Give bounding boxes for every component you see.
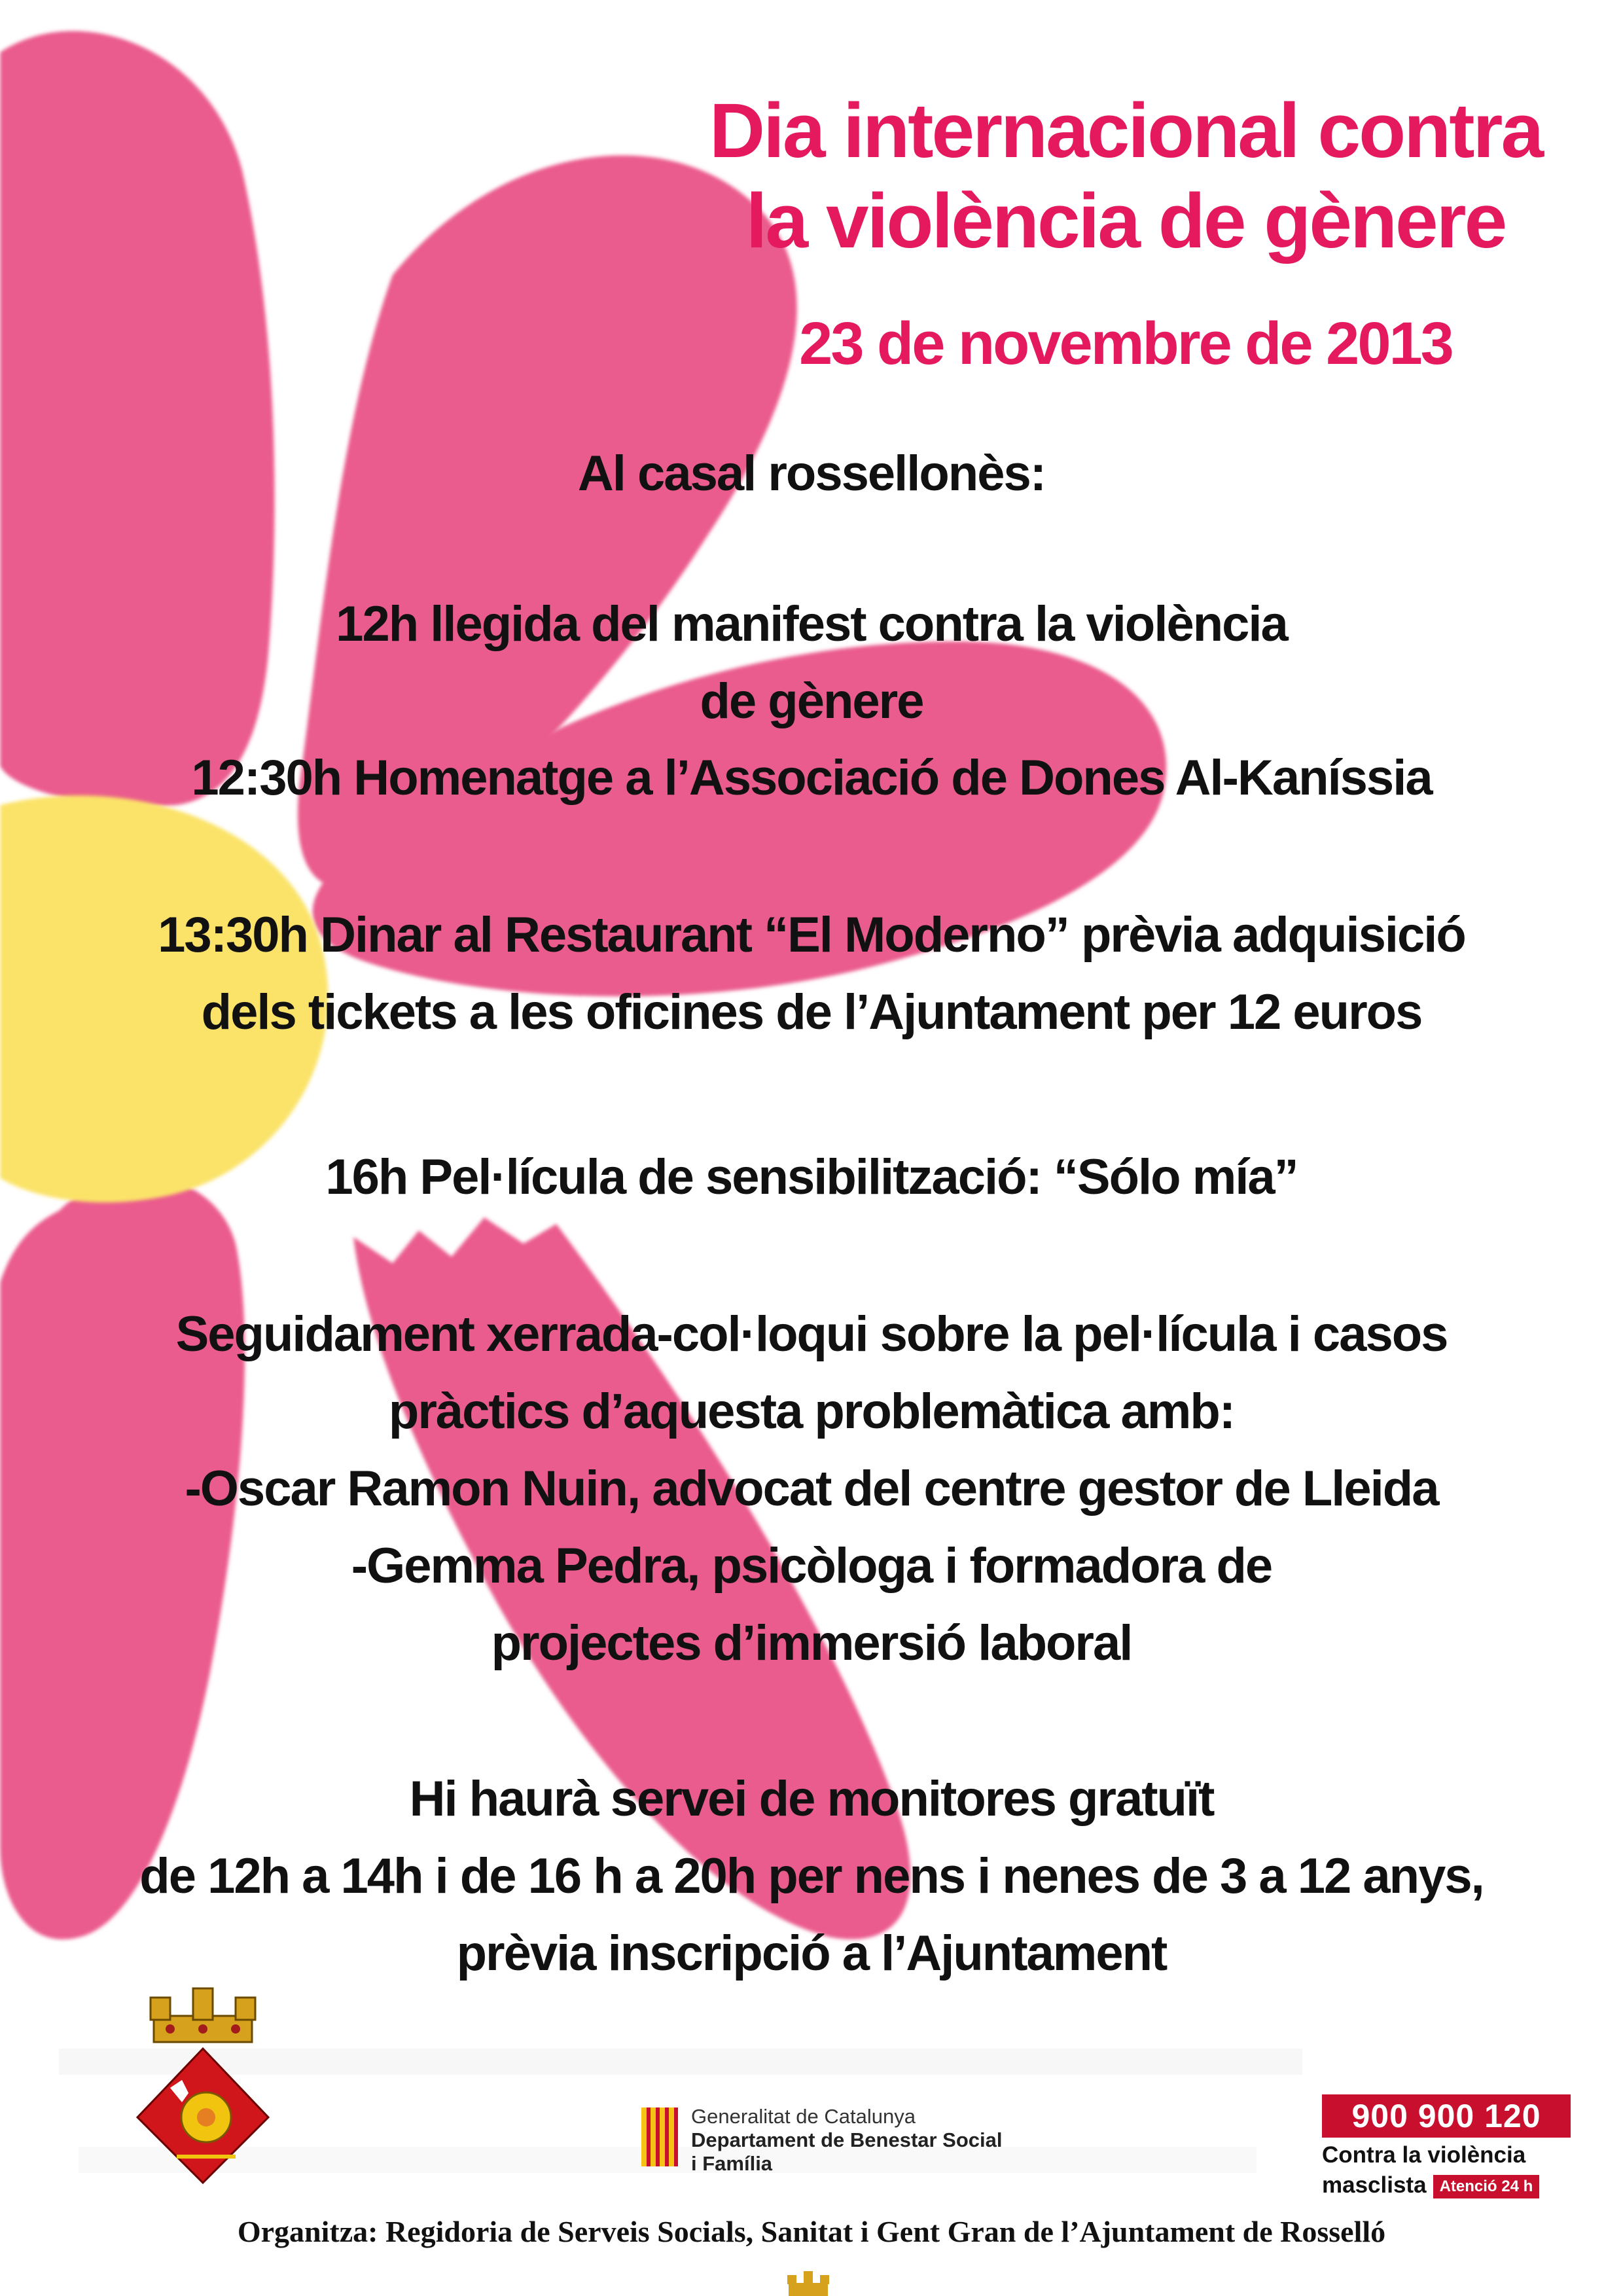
program-item-4	[13, 1139, 1610, 1216]
crown-icon	[782, 2271, 834, 2296]
program-item-3	[13, 897, 1610, 1051]
program-item-5	[13, 1296, 1610, 1682]
program-item-1	[13, 586, 1610, 740]
title-line-2: la violència de gènere	[745, 178, 1506, 264]
program-item-5-line-1: Seguidament xerrada-col·loqui sobre la pel·lícula i casos	[175, 1306, 1448, 1362]
generalitat-logo	[641, 2105, 1086, 2186]
program-item-3-line-2: dels tickets a les oficines de l’Ajuntament per 12 euros	[201, 984, 1422, 1040]
hotline-number: 900 900 120	[1322, 2094, 1571, 2138]
hotline-badge: Atenció 24 h	[1433, 2175, 1540, 2198]
program-item-1-line-1: 12h llegida del manifest contra la violència	[336, 596, 1287, 652]
hotline-line-1: Contra la violència	[1322, 2142, 1526, 2168]
title-line-1: Dia internacional contra	[709, 88, 1543, 174]
generalitat-text	[691, 2105, 1003, 2176]
program-item-6-line-1: Hi haurà servei de monitores gratuït	[409, 1771, 1214, 1827]
program-item-6	[13, 1761, 1610, 1992]
program-item-5-line-5: projectes d’immersió laboral	[491, 1615, 1132, 1671]
program-item-6-line-2: de 12h a 14h i de 16 h a 20h per nens i nenes de 3 a 12 anys,	[139, 1848, 1484, 1904]
generalitat-stripes-icon	[641, 2108, 678, 2166]
organizer-footer: Organitza: Regidoria de Serveis Socials, Sanitat i Gent Gran de l’Ajuntament de Rosselló	[237, 2215, 1386, 2248]
hotline-line-2: masclista	[1322, 2172, 1427, 2198]
event-date: 23 de novembre de 2013	[799, 310, 1452, 377]
program-item-5-line-4: -Gemma Pedra, psicòloga i formadora de	[351, 1538, 1272, 1594]
program-item-3-line-1: 13:30h Dinar al Restaurant “El Moderno” prèvia adquisició	[158, 907, 1465, 963]
venue-line	[13, 435, 1610, 512]
hotline-box	[1322, 2094, 1571, 2200]
program-item-2	[13, 740, 1610, 817]
program-item-6-line-3: prèvia inscripció a l’Ajuntament	[456, 1926, 1167, 1981]
program-item-5-line-3: -Oscar Ramon Nuin, advocat del centre gestor de Lleida	[185, 1461, 1438, 1516]
program-item-5-line-2: pràctics d’aquesta problemàtica amb:	[388, 1384, 1235, 1439]
program-item-1-line-2: de gènere	[700, 673, 923, 729]
program-item-4-line-1: 16h Pel·lícula de sensibilització: “Sólo mía”	[325, 1149, 1298, 1205]
hotline-line-2-row	[1322, 2170, 1571, 2200]
generalitat-line-3: i Família	[691, 2152, 773, 2175]
venue-text: Al casal rossellonès:	[577, 446, 1046, 501]
generalitat-line-1: Generalitat de Catalunya	[691, 2105, 916, 2128]
generalitat-line-2: Departament de Benestar Social	[691, 2128, 1003, 2151]
program-item-2-line-1: 12:30h Homenatge a l’Associació de Dones Al-Kaníssia	[191, 750, 1432, 806]
crown-icon	[151, 1988, 255, 2042]
municipal-coat-of-arms	[131, 1983, 275, 2186]
